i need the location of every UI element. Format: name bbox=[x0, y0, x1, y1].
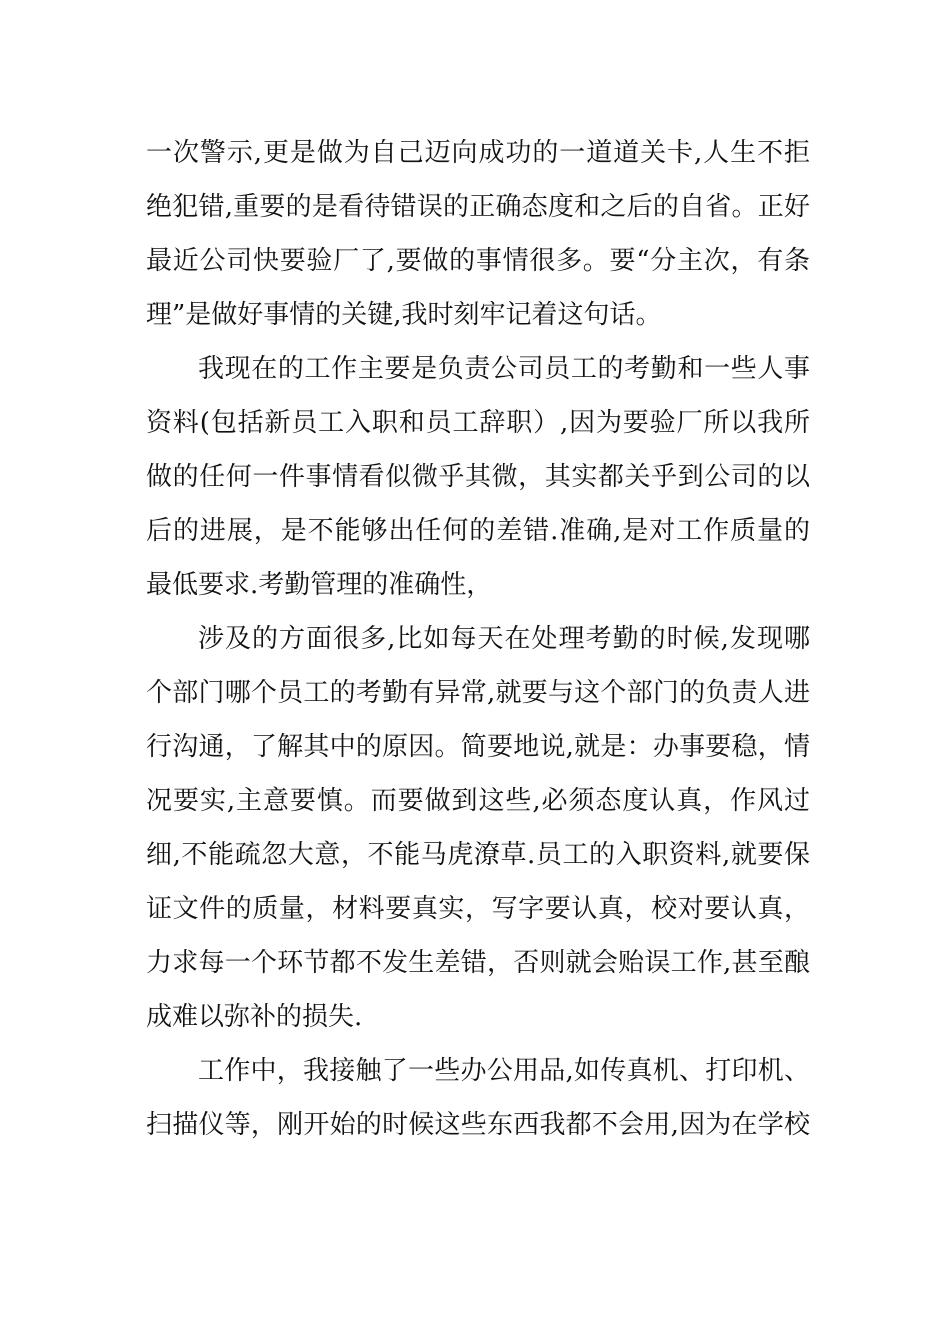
text-line: 个部门哪个员工的考勤有异常,就要与这个部门的负责人进 bbox=[146, 678, 810, 708]
paragraph-1 bbox=[146, 126, 810, 342]
text-line: 绝犯错,重要的是看待错误的正确态度和之后的自省。正好 bbox=[146, 192, 810, 222]
text-line: 扫描仪等，刚开始的时候这些东西我都不会用,因为在学校 bbox=[146, 1110, 810, 1140]
text-line: 做的任何一件事情看似微乎其微，其实都关乎到公司的以 bbox=[146, 462, 810, 492]
text-line: 成难以弥补的损失. bbox=[146, 1002, 363, 1032]
text-line: 我现在的工作主要是负责公司员工的考勤和一些人事 bbox=[198, 354, 810, 384]
paragraph-2 bbox=[146, 342, 810, 612]
paragraph-3 bbox=[146, 612, 810, 1044]
text-line: 细,不能疏忽大意，不能马虎潦草.员工的入职资料,就要保 bbox=[146, 840, 810, 870]
text-line: 最近公司快要验厂了,要做的事情很多。要“分主次，有条 bbox=[146, 246, 810, 276]
text-line: 资料(包括新员工入职和员工辞职）,因为要验厂所以我所 bbox=[146, 408, 810, 438]
text-line: 行沟通，了解其中的原因。简要地说,就是：办事要稳，情 bbox=[146, 732, 810, 762]
text-line: 况要实,主意要慎。而要做到这些,必须态度认真，作风过 bbox=[146, 786, 810, 816]
text-line: 理”是做好事情的关键,我时刻牢记着这句话。 bbox=[146, 300, 662, 330]
text-line: 力求每一个环节都不发生差错，否则就会贻误工作,甚至酿 bbox=[146, 948, 810, 978]
text-line: 工作中，我接触了一些办公用品,如传真机、打印机、 bbox=[198, 1056, 810, 1086]
text-line: 涉及的方面很多,比如每天在处理考勤的时候,发现哪 bbox=[198, 624, 810, 654]
text-line: 最低要求.考勤管理的准确性， bbox=[146, 570, 493, 600]
document-body bbox=[146, 126, 810, 1152]
text-line: 一次警示,更是做为自己迈向成功的一道道关卡,人生不拒 bbox=[146, 138, 810, 168]
text-line: 后的进展，是不能够出任何的差错.准确,是对工作质量的 bbox=[146, 516, 810, 546]
text-line: 证文件的质量，材料要真实，写字要认真，校对要认真， bbox=[146, 894, 810, 924]
paragraph-4 bbox=[146, 1044, 810, 1152]
